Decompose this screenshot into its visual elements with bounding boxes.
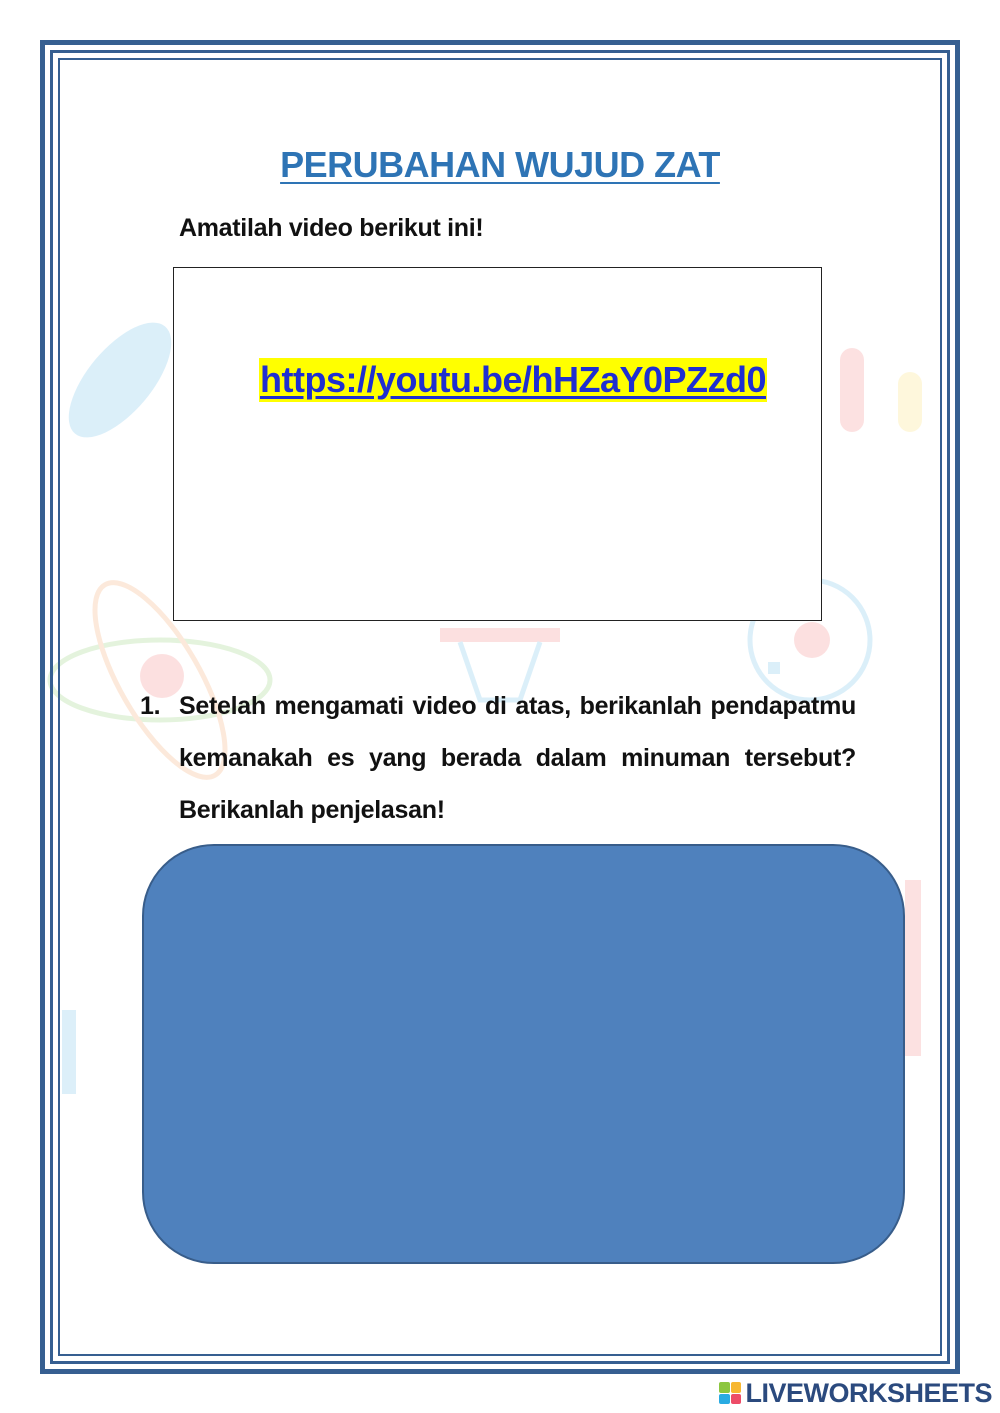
liveworksheets-logo-icon	[719, 1382, 741, 1404]
question-number: 1.	[140, 692, 161, 720]
video-frame	[173, 267, 822, 621]
worksheet-title	[0, 144, 1000, 186]
liveworksheets-brand-text: LIVEWORKSHEETS	[745, 1377, 992, 1408]
question-1	[140, 680, 856, 836]
instruction-text: Amatilah video berikut ini!	[179, 214, 484, 242]
liveworksheets-brand	[719, 1377, 992, 1409]
answer-input-box[interactable]	[142, 844, 905, 1264]
video-link[interactable]: https://youtu.be/hHZaY0PZzd0	[260, 359, 767, 400]
question-text: Setelah mengamati video di atas, berikanlah pendapatmu kemanakah es yang berada dalam minuman tersebut? Berikanlah penjelasan!	[179, 692, 856, 824]
worksheet-title-text: PERUBAHAN WUJUD ZAT	[280, 144, 720, 185]
